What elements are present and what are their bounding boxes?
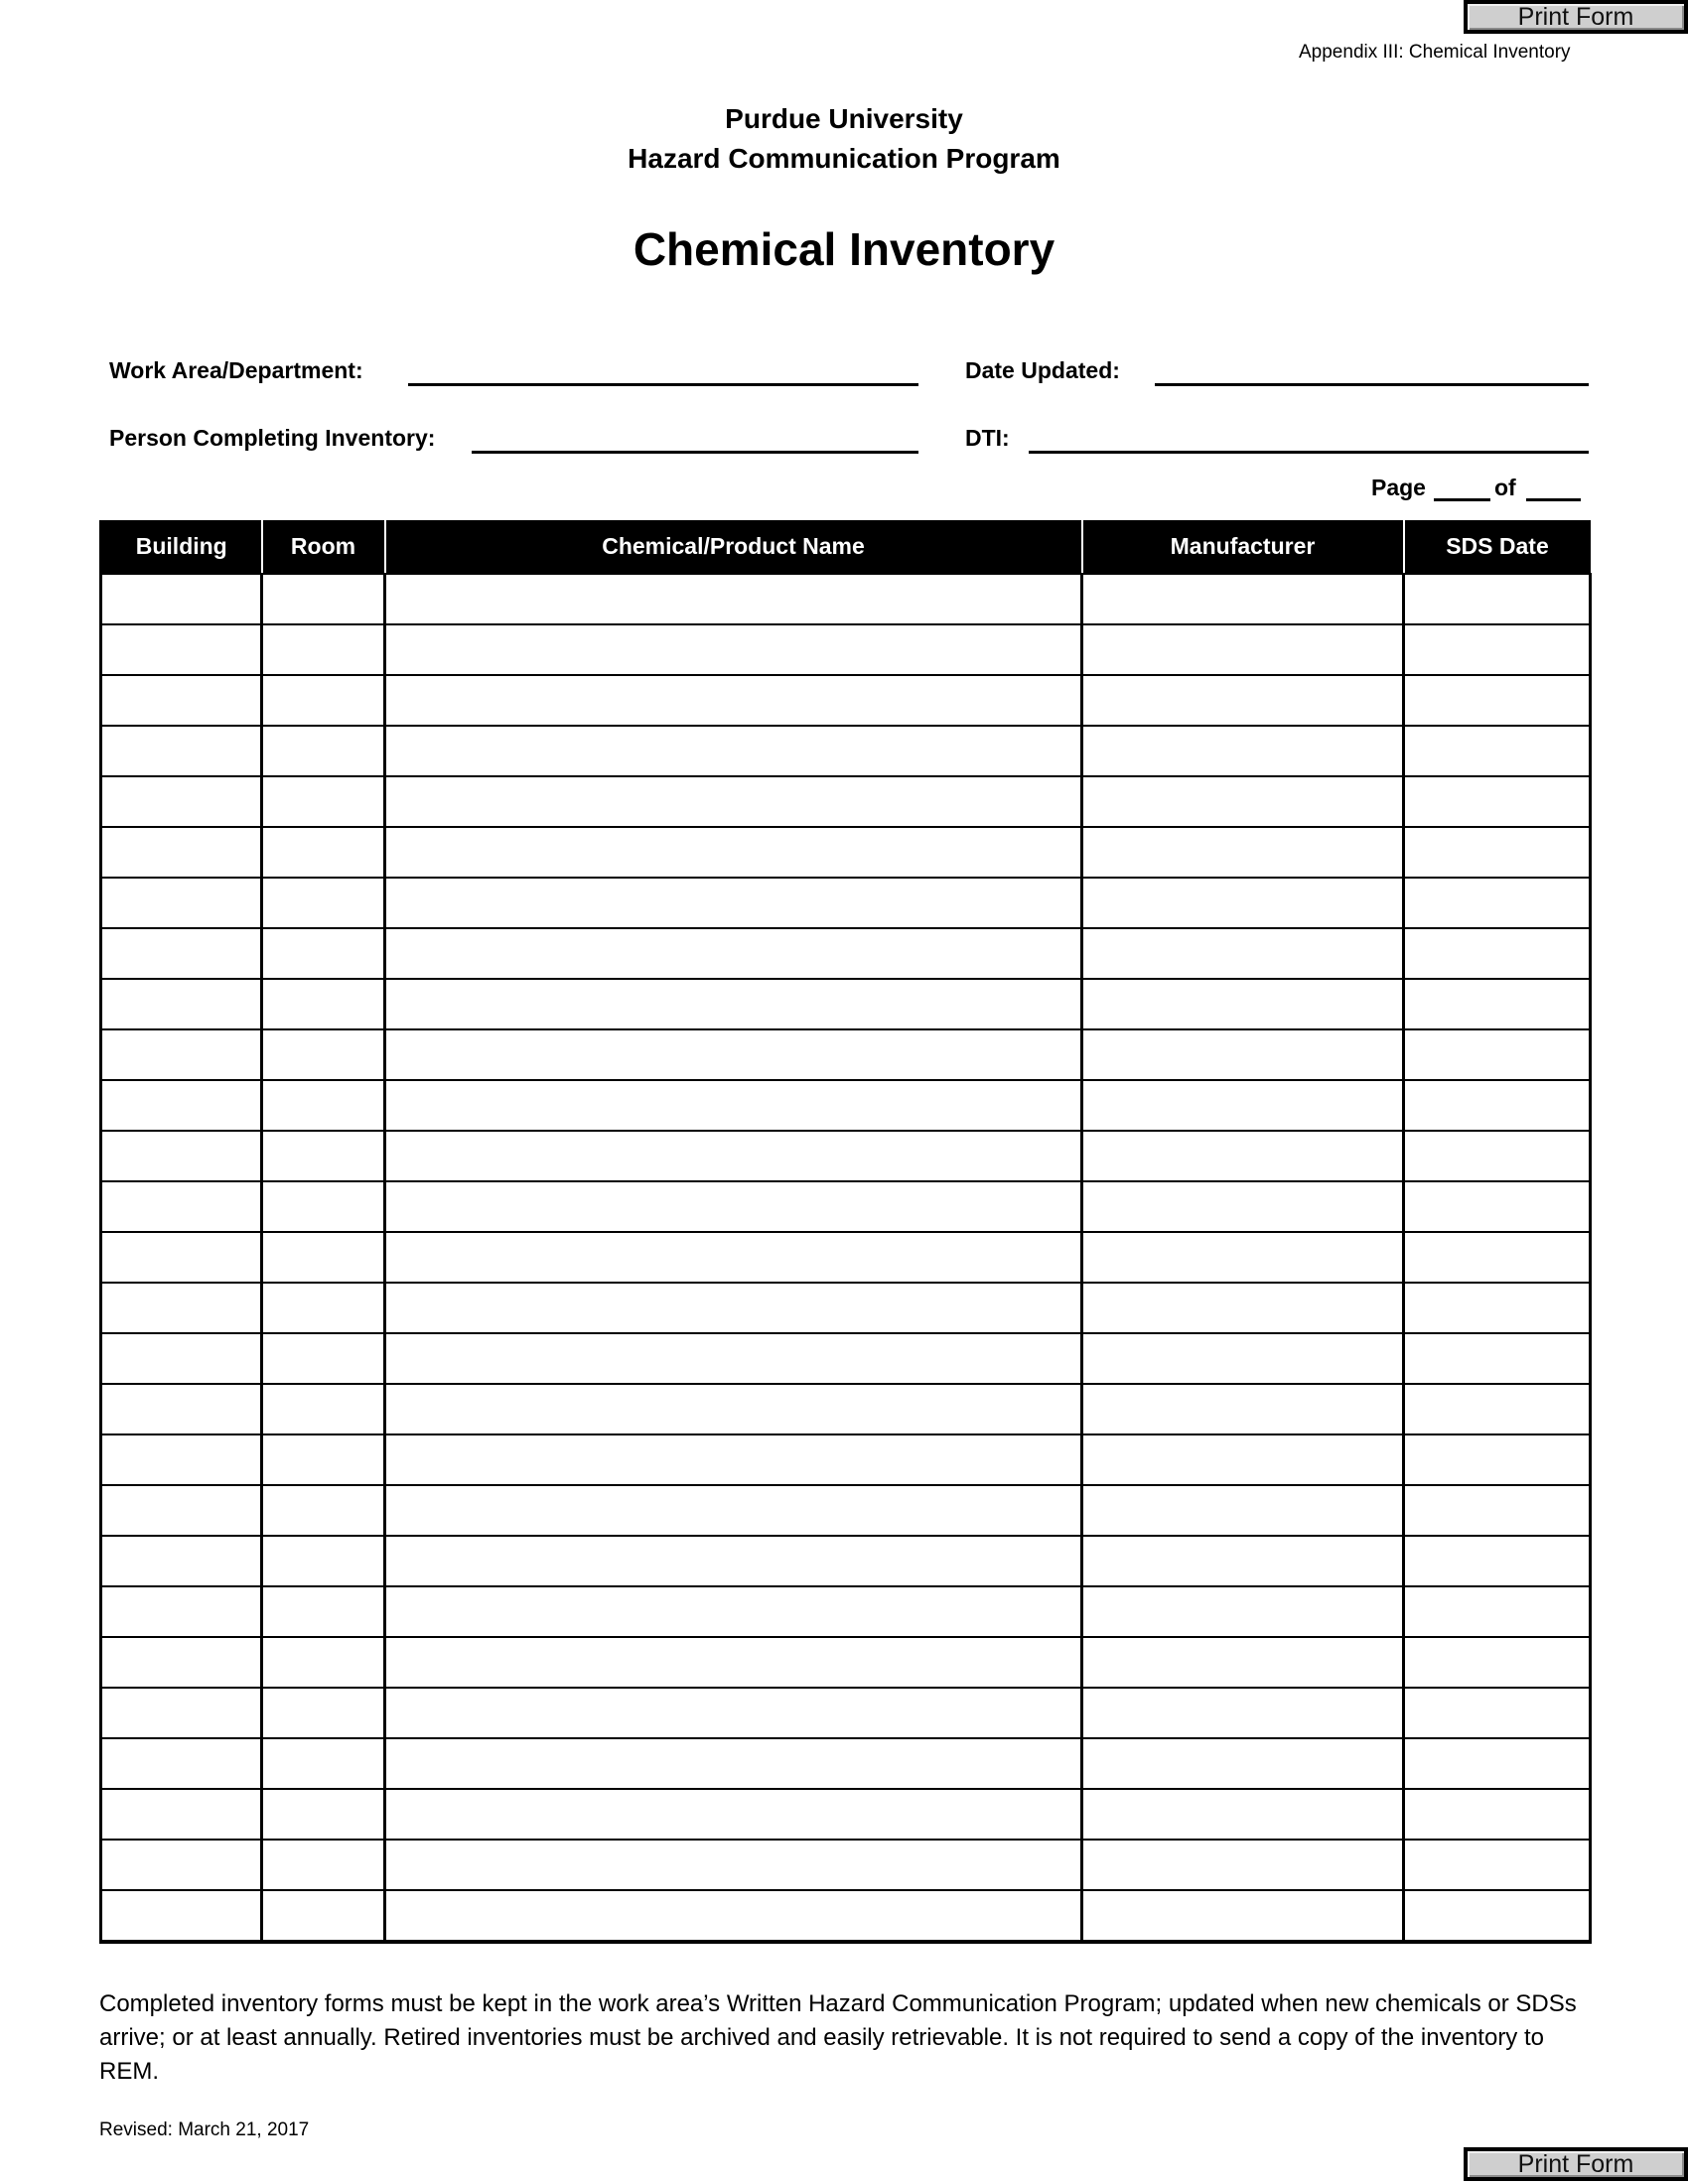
cell-manufacturer[interactable]	[1082, 1738, 1404, 1789]
cell-manufacturer[interactable]	[1082, 1333, 1404, 1384]
cell-chemical-name[interactable]	[385, 1738, 1082, 1789]
cell-manufacturer[interactable]	[1082, 1789, 1404, 1840]
cell-chemical-name[interactable]	[385, 1232, 1082, 1283]
cell-building[interactable]	[101, 1181, 262, 1232]
cell-sds-date[interactable]	[1404, 1890, 1591, 1942]
table-row	[101, 928, 1591, 979]
cell-sds-date[interactable]	[1404, 675, 1591, 726]
cell-chemical-name[interactable]	[385, 1333, 1082, 1384]
table-row	[101, 1789, 1591, 1840]
cell-sds-date[interactable]	[1404, 1688, 1591, 1738]
cell-chemical-name[interactable]	[385, 878, 1082, 928]
cell-building[interactable]	[101, 1890, 262, 1942]
cell-chemical-name[interactable]	[385, 979, 1082, 1029]
cell-building[interactable]	[101, 1029, 262, 1080]
cell-chemical-name[interactable]	[385, 1637, 1082, 1688]
cell-sds-date[interactable]	[1404, 1384, 1591, 1434]
cell-room[interactable]	[262, 1232, 385, 1283]
cell-chemical-name[interactable]	[385, 1586, 1082, 1637]
cell-room[interactable]	[262, 1688, 385, 1738]
column-header-manufacturer: Manufacturer	[1082, 520, 1404, 574]
cell-sds-date[interactable]	[1404, 1029, 1591, 1080]
cell-manufacturer[interactable]	[1082, 928, 1404, 979]
cell-room[interactable]	[262, 624, 385, 675]
cell-room[interactable]	[262, 1840, 385, 1890]
page-label: Page	[1371, 475, 1426, 500]
cell-manufacturer[interactable]	[1082, 1131, 1404, 1181]
cell-chemical-name[interactable]	[385, 675, 1082, 726]
cell-room[interactable]	[262, 1080, 385, 1131]
print-form-button-top[interactable]: Print Form	[1464, 0, 1688, 34]
organization-name: Purdue University	[725, 103, 963, 134]
cell-room[interactable]	[262, 574, 385, 624]
cell-sds-date[interactable]	[1404, 1333, 1591, 1384]
table-row	[101, 1384, 1591, 1434]
cell-manufacturer[interactable]	[1082, 1283, 1404, 1333]
cell-chemical-name[interactable]	[385, 1485, 1082, 1536]
cell-manufacturer[interactable]	[1082, 1080, 1404, 1131]
cell-sds-date[interactable]	[1404, 1637, 1591, 1688]
cell-sds-date[interactable]	[1404, 878, 1591, 928]
cell-room[interactable]	[262, 1333, 385, 1384]
cell-room[interactable]	[262, 776, 385, 827]
page-title: Chemical Inventory	[633, 223, 1055, 275]
table-row	[101, 624, 1591, 675]
cell-building[interactable]	[101, 574, 262, 624]
cell-chemical-name[interactable]	[385, 1283, 1082, 1333]
cell-building[interactable]	[101, 776, 262, 827]
table-body	[101, 574, 1591, 1942]
table-row	[101, 1181, 1591, 1232]
cell-sds-date[interactable]	[1404, 979, 1591, 1029]
cell-chemical-name[interactable]	[385, 1688, 1082, 1738]
cell-manufacturer[interactable]	[1082, 776, 1404, 827]
cell-building[interactable]	[101, 1536, 262, 1586]
table-row	[101, 1536, 1591, 1586]
cell-sds-date[interactable]	[1404, 1434, 1591, 1485]
cell-sds-date[interactable]	[1404, 1283, 1591, 1333]
cell-building[interactable]	[101, 624, 262, 675]
cell-building[interactable]	[101, 675, 262, 726]
cell-chemical-name[interactable]	[385, 1536, 1082, 1586]
cell-sds-date[interactable]	[1404, 1586, 1591, 1637]
cell-chemical-name[interactable]	[385, 1181, 1082, 1232]
page-number-field[interactable]	[1434, 498, 1490, 501]
cell-room[interactable]	[262, 1789, 385, 1840]
work-area-field[interactable]	[408, 383, 918, 386]
cell-manufacturer[interactable]	[1082, 726, 1404, 776]
table-row	[101, 1333, 1591, 1384]
cell-manufacturer[interactable]	[1082, 675, 1404, 726]
cell-room[interactable]	[262, 979, 385, 1029]
cell-building[interactable]	[101, 1738, 262, 1789]
cell-building[interactable]	[101, 1637, 262, 1688]
column-header-room: Room	[262, 520, 385, 574]
dti-field[interactable]	[1029, 451, 1589, 454]
cell-room[interactable]	[262, 1586, 385, 1637]
cell-manufacturer[interactable]	[1082, 1485, 1404, 1536]
cell-sds-date[interactable]	[1404, 726, 1591, 776]
cell-manufacturer[interactable]	[1082, 1181, 1404, 1232]
cell-chemical-name[interactable]	[385, 1384, 1082, 1434]
print-form-button-bottom[interactable]: Print Form	[1464, 2147, 1688, 2181]
cell-manufacturer[interactable]	[1082, 624, 1404, 675]
cell-sds-date[interactable]	[1404, 776, 1591, 827]
cell-manufacturer[interactable]	[1082, 1586, 1404, 1637]
page-of-label: of	[1494, 475, 1516, 500]
cell-room[interactable]	[262, 1637, 385, 1688]
cell-chemical-name[interactable]	[385, 1434, 1082, 1485]
cell-room[interactable]	[262, 1131, 385, 1181]
person-completing-label: Person Completing Inventory:	[109, 425, 436, 451]
cell-room[interactable]	[262, 1738, 385, 1789]
cell-sds-date[interactable]	[1404, 1485, 1591, 1536]
cell-room[interactable]	[262, 1181, 385, 1232]
table-row	[101, 776, 1591, 827]
cell-manufacturer[interactable]	[1082, 1434, 1404, 1485]
table-row	[101, 1840, 1591, 1890]
column-header-building: Building	[101, 520, 262, 574]
cell-chemical-name[interactable]	[385, 624, 1082, 675]
cell-building[interactable]	[101, 979, 262, 1029]
cell-room[interactable]	[262, 1434, 385, 1485]
table-row	[101, 878, 1591, 928]
page-total-field[interactable]	[1526, 498, 1581, 501]
cell-building[interactable]	[101, 1434, 262, 1485]
cell-chemical-name[interactable]	[385, 1890, 1082, 1942]
cell-building[interactable]	[101, 1080, 262, 1131]
cell-building[interactable]	[101, 726, 262, 776]
table-row	[101, 1232, 1591, 1283]
cell-building[interactable]	[101, 878, 262, 928]
cell-room[interactable]	[262, 1384, 385, 1434]
cell-sds-date[interactable]	[1404, 1181, 1591, 1232]
cell-room[interactable]	[262, 675, 385, 726]
cell-building[interactable]	[101, 1131, 262, 1181]
cell-room[interactable]	[262, 1890, 385, 1942]
cell-building[interactable]	[101, 1840, 262, 1890]
revised-date: Revised: March 21, 2017	[99, 2119, 310, 2140]
cell-chemical-name[interactable]	[385, 574, 1082, 624]
cell-manufacturer[interactable]	[1082, 878, 1404, 928]
table-row	[101, 827, 1591, 878]
cell-manufacturer[interactable]	[1082, 1890, 1404, 1942]
cell-manufacturer[interactable]	[1082, 1637, 1404, 1688]
table-row	[101, 574, 1591, 624]
cell-sds-date[interactable]	[1404, 574, 1591, 624]
table-row	[101, 1131, 1591, 1181]
cell-room[interactable]	[262, 1283, 385, 1333]
appendix-label: Appendix III: Chemical Inventory	[1299, 42, 1571, 63]
cell-manufacturer[interactable]	[1082, 827, 1404, 878]
cell-building[interactable]	[101, 1688, 262, 1738]
column-header-chemical-name: Chemical/Product Name	[385, 520, 1082, 574]
cell-room[interactable]	[262, 1029, 385, 1080]
cell-sds-date[interactable]	[1404, 827, 1591, 878]
cell-chemical-name[interactable]	[385, 1029, 1082, 1080]
cell-manufacturer[interactable]	[1082, 1536, 1404, 1586]
table-row	[101, 979, 1591, 1029]
cell-chemical-name[interactable]	[385, 776, 1082, 827]
cell-building[interactable]	[101, 928, 262, 979]
chemical-inventory-table	[99, 520, 1592, 1944]
cell-manufacturer[interactable]	[1082, 574, 1404, 624]
footer-note: Completed inventory forms must be kept in the work area’s Written Hazard Communication Program; updated when new chemicals or SDSs arrive; or at least annually. Retired inventories must be archived and easily retrievable. It is not required to send a copy of the inventory to REM.	[99, 1990, 1577, 2085]
column-header-sds-date: SDS Date	[1404, 520, 1591, 574]
table-row	[101, 1029, 1591, 1080]
cell-room[interactable]	[262, 827, 385, 878]
cell-manufacturer[interactable]	[1082, 1029, 1404, 1080]
cell-sds-date[interactable]	[1404, 928, 1591, 979]
cell-sds-date[interactable]	[1404, 1080, 1591, 1131]
cell-building[interactable]	[101, 1586, 262, 1637]
table-row	[101, 1283, 1591, 1333]
cell-manufacturer[interactable]	[1082, 1384, 1404, 1434]
cell-room[interactable]	[262, 726, 385, 776]
cell-sds-date[interactable]	[1404, 1536, 1591, 1586]
cell-building[interactable]	[101, 1333, 262, 1384]
table-row	[101, 1485, 1591, 1536]
cell-sds-date[interactable]	[1404, 624, 1591, 675]
cell-building[interactable]	[101, 1485, 262, 1536]
cell-manufacturer[interactable]	[1082, 1232, 1404, 1283]
table-row	[101, 675, 1591, 726]
table-row	[101, 1434, 1591, 1485]
cell-chemical-name[interactable]	[385, 1080, 1082, 1131]
cell-chemical-name[interactable]	[385, 928, 1082, 979]
program-name: Hazard Communication Program	[628, 143, 1060, 174]
table-row	[101, 1637, 1591, 1688]
table-row	[101, 1080, 1591, 1131]
cell-chemical-name[interactable]	[385, 1131, 1082, 1181]
cell-manufacturer[interactable]	[1082, 979, 1404, 1029]
cell-building[interactable]	[101, 1384, 262, 1434]
table-row	[101, 1586, 1591, 1637]
cell-sds-date[interactable]	[1404, 1840, 1591, 1890]
cell-building[interactable]	[101, 827, 262, 878]
cell-building[interactable]	[101, 1283, 262, 1333]
dti-label: DTI:	[965, 425, 1010, 451]
cell-chemical-name[interactable]	[385, 827, 1082, 878]
cell-manufacturer[interactable]	[1082, 1688, 1404, 1738]
table-row	[101, 1890, 1591, 1942]
table-row	[101, 1688, 1591, 1738]
cell-sds-date[interactable]	[1404, 1131, 1591, 1181]
cell-building[interactable]	[101, 1789, 262, 1840]
cell-sds-date[interactable]	[1404, 1232, 1591, 1283]
cell-room[interactable]	[262, 878, 385, 928]
work-area-label: Work Area/Department:	[109, 357, 363, 383]
cell-room[interactable]	[262, 1485, 385, 1536]
date-updated-label: Date Updated:	[965, 357, 1120, 383]
cell-sds-date[interactable]	[1404, 1738, 1591, 1789]
table-header-row	[101, 520, 1591, 574]
cell-chemical-name[interactable]	[385, 726, 1082, 776]
table-row	[101, 726, 1591, 776]
cell-building[interactable]	[101, 1232, 262, 1283]
cell-room[interactable]	[262, 1536, 385, 1586]
cell-room[interactable]	[262, 928, 385, 979]
date-updated-field[interactable]	[1155, 383, 1589, 386]
cell-chemical-name[interactable]	[385, 1789, 1082, 1840]
table-row	[101, 1738, 1591, 1789]
cell-sds-date[interactable]	[1404, 1789, 1591, 1840]
person-completing-field[interactable]	[472, 451, 918, 454]
cell-chemical-name[interactable]	[385, 1840, 1082, 1890]
cell-manufacturer[interactable]	[1082, 1840, 1404, 1890]
